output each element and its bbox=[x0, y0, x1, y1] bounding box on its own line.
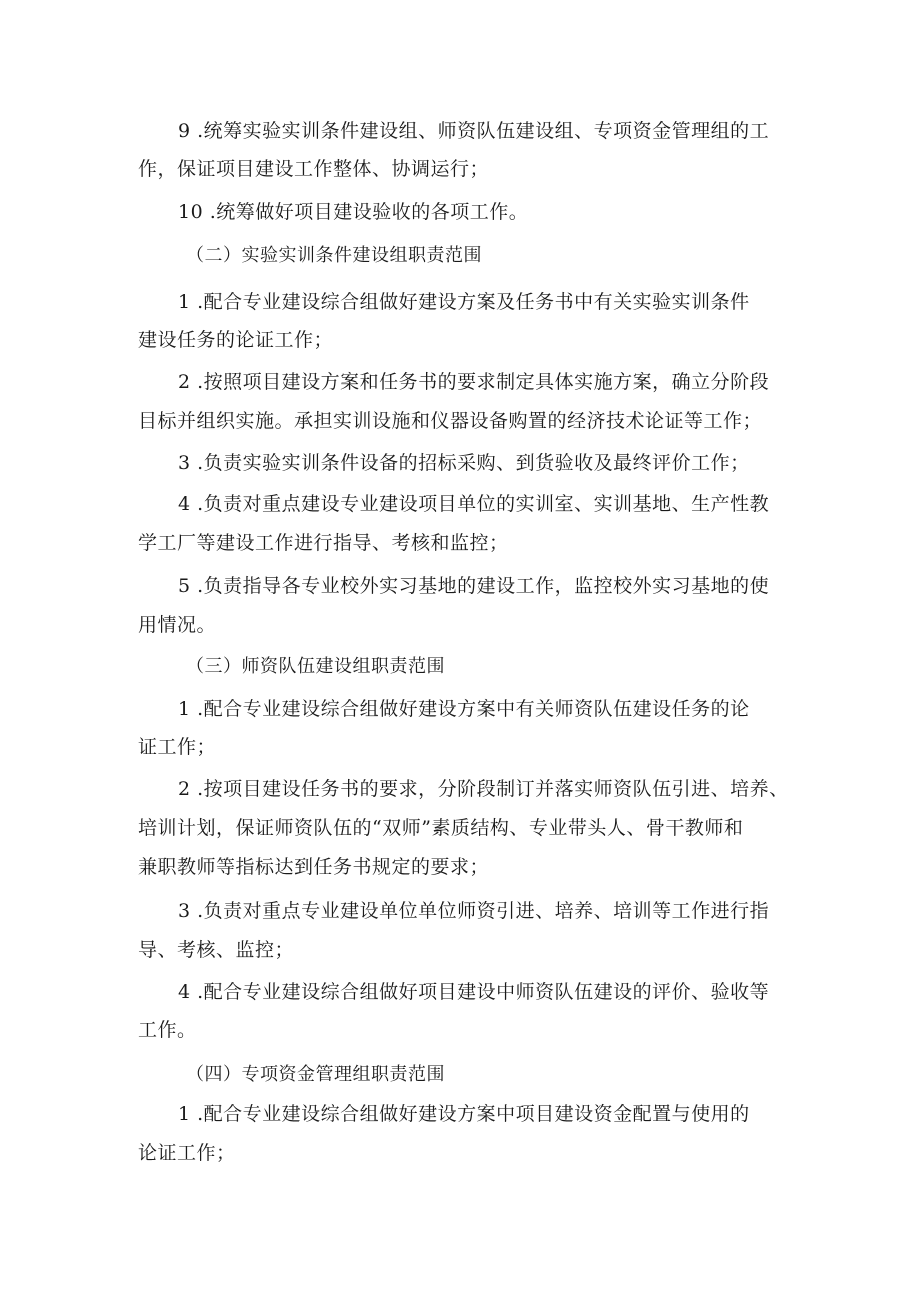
paragraph-line: 9 .统筹实验实训条件建设组、师资队伍建设组、专项资金管理组的工 bbox=[178, 120, 770, 142]
paragraph-line: 5 .负责指导各专业校外实习基地的建设工作，监控校外实习基地的使 bbox=[178, 575, 770, 597]
paragraph-line: 4 .配合专业建设综合组做好项目建设中师资队伍建设的评价、验收等 bbox=[178, 981, 770, 1003]
paragraph-line: 4 .负责对重点建设专业建设项目单位的实训室、实训基地、生产性教 bbox=[178, 493, 770, 515]
paragraph-line: 1 .配合专业建设综合组做好建设方案中项目建设资金配置与使用的 bbox=[178, 1103, 750, 1125]
paragraph-line: 1 .配合专业建设综合组做好建设方案及任务书中有关实验实训条件 bbox=[178, 291, 750, 313]
paragraph-line: 2 .按项目建设任务书的要求，分阶段制订并落实师资队伍引进、培养、 bbox=[178, 778, 789, 800]
section-heading: （二）实验实训条件建设组职责范围 bbox=[186, 245, 482, 266]
paragraph-line: 3 .负责对重点专业建设单位单位师资引进、培养、培训等工作进行指 bbox=[178, 900, 770, 922]
paragraph-line: 1 .配合专业建设综合组做好建设方案中有关师资队伍建设任务的论 bbox=[178, 698, 750, 720]
paragraph-line: 培训计划，保证师资队伍的“双师”素质结构、专业带头人、骨干教师和 bbox=[138, 817, 744, 839]
paragraph-line: 10 .统筹做好项目建设验收的各项工作。 bbox=[178, 201, 529, 223]
paragraph-line: 工作。 bbox=[138, 1019, 197, 1041]
paragraph-line: 导、考核、监控； bbox=[138, 939, 295, 961]
paragraph-line: 用情况。 bbox=[138, 614, 217, 636]
paragraph-line: 2 .按照项目建设方案和任务书的要求制定具体实施方案，确立分阶段 bbox=[178, 371, 770, 393]
paragraph-line: 证工作； bbox=[138, 736, 217, 758]
paragraph-line: 3 .负责实验实训条件设备的招标采购、到货验收及最终评价工作； bbox=[178, 452, 750, 474]
paragraph-line: 作，保证项目建设工作整体、协调运行； bbox=[138, 158, 490, 180]
paragraph-line: 兼职教师等指标达到任务书规定的要求； bbox=[138, 856, 490, 878]
paragraph-line: 目标并组织实施。承担实训设施和仪器设备购置的经济技术论证等工作； bbox=[138, 410, 763, 432]
section-heading: （四）专项资金管理组职责范围 bbox=[186, 1064, 445, 1085]
section-heading: （三）师资队伍建设组职责范围 bbox=[186, 656, 445, 677]
paragraph-line: 建设任务的论证工作； bbox=[138, 329, 334, 351]
paragraph-line: 学工厂等建设工作进行指导、考核和监控； bbox=[138, 532, 509, 554]
paragraph-line: 论证工作； bbox=[138, 1142, 236, 1164]
